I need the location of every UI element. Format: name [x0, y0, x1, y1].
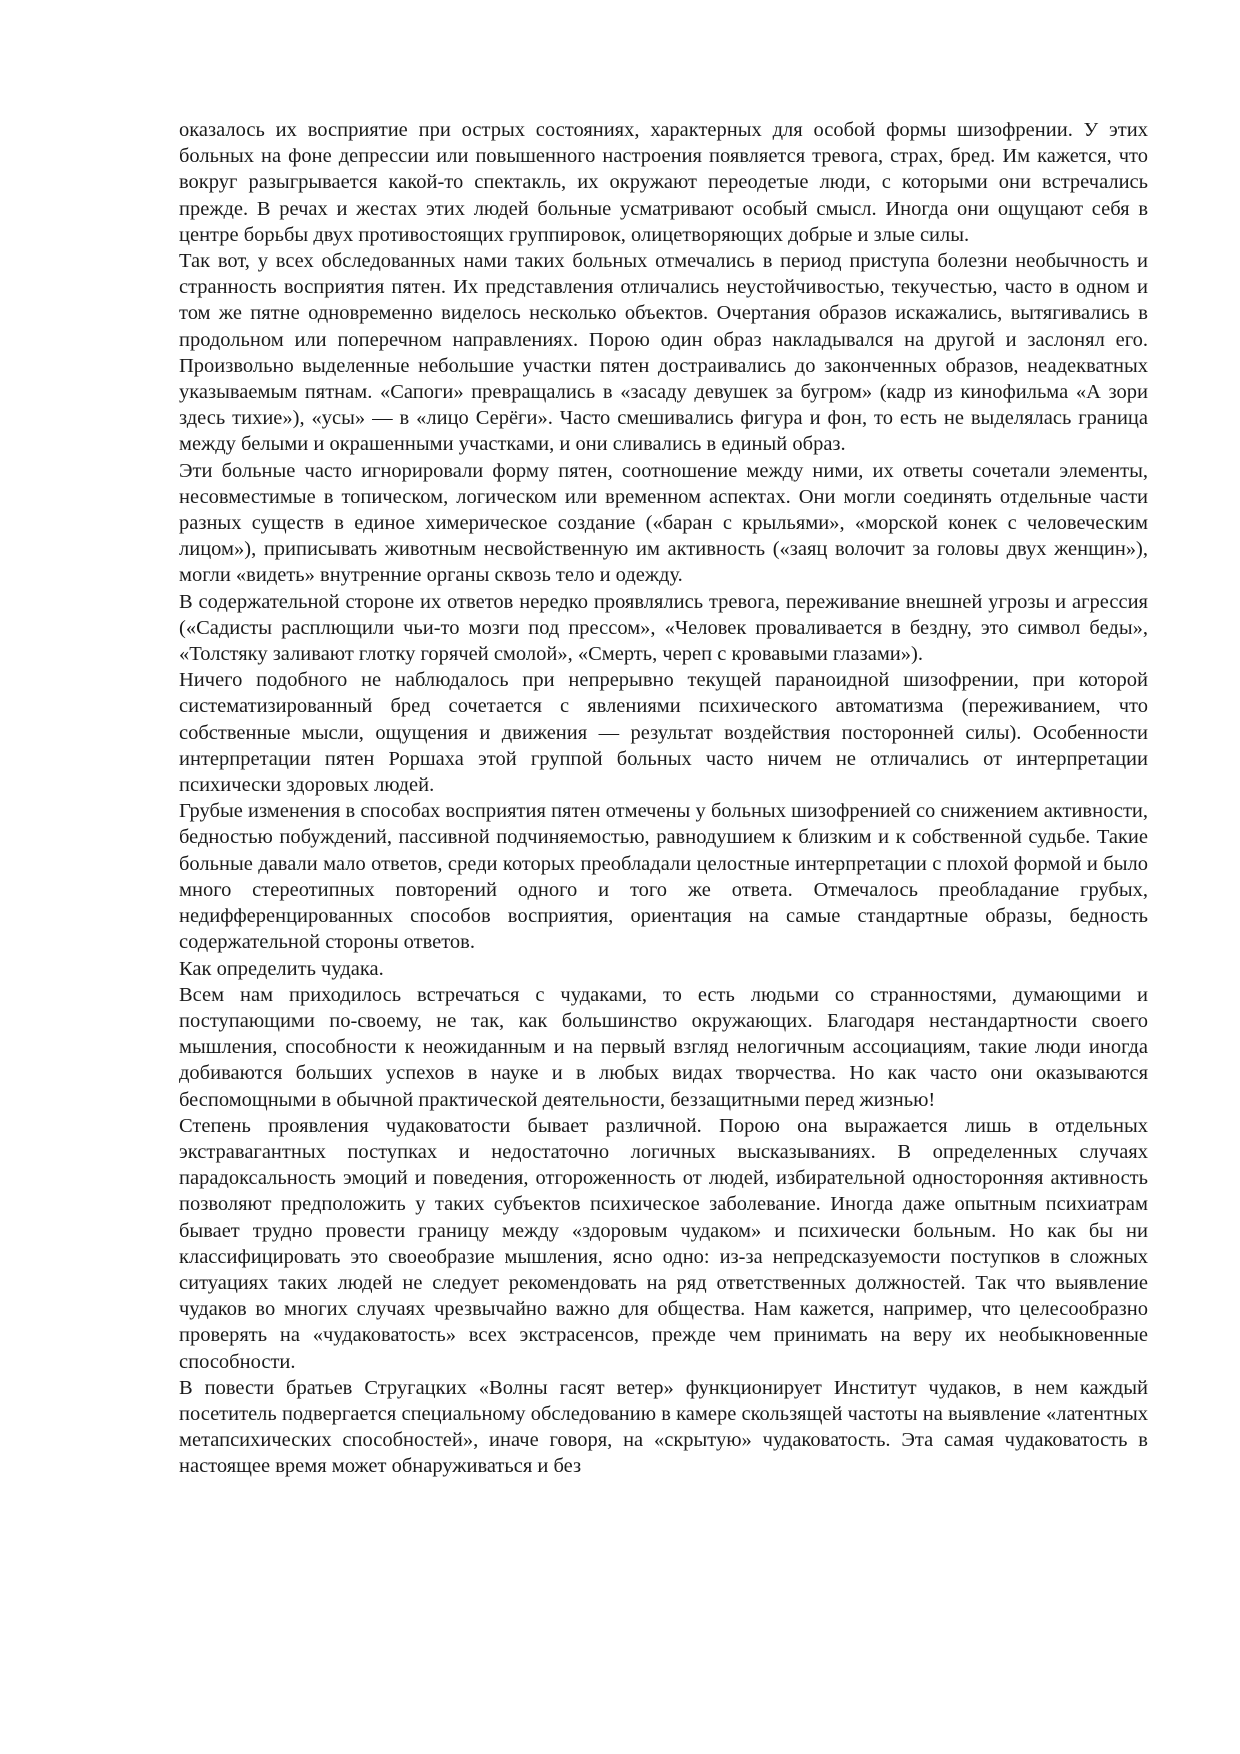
- paragraph-2: Так вот, у всех обследованных нами таких больных отмечались в период приступа болезни необычность и странность восприятия пятен. Их представления отличались неустойчивостью, текучестью, часто в одном и том же пятне одновременно виделось несколько объектов. Очертания образов искажались, вытягивались в продольном или поперечном направлениях. Порою один образ накладывался на другой и заслонял его. Произвольно выделенные небольшие участки пятен достраивались до законченных образов, неадекватных указываемым пятнам. «Сапоги» превращались в «засаду девушек за бугром» (кадр из кинофильма «А зори здесь тихие»), «усы» — в «лицо Серёги». Часто смешивались фигура и фон, то есть не выделялась граница между белыми и окрашенными участками, и они сливались в единый образ.: [179, 250, 1148, 456]
- paragraph-8: Степень проявления чудаковатости бывает различной. Порою она выражается лишь в отдельных экстравагантных поступках и недостаточно логичных высказываниях. В определенных случаях парадоксальность эмоций и поведения, отгороженность от людей, избирательной односторонняя активность позволяют предположить у таких субъектов психическое заболевание. Иногда даже опытным психиатрам бывает трудно провести границу между «здоровым чудаком» и психически больным. Но как бы ни классифицировать это своеобразие мышления, ясно одно: из-за непредсказуемости поступков в сложных ситуациях таких людей не следует рекомендовать на ряд ответственных должностей. Так что выявление чудаков во многих случаях чрезвычайно важно для общества. Нам кажется, например, что целесообразно проверять на «чудаковатость» всех экстрасенсов, прежде чем принимать на веру их необыкновенные способности.: [179, 1114, 1148, 1373]
- section-heading: Как определить чудака.: [179, 957, 384, 980]
- paragraph-7: Всем нам приходилось встречаться с чудаками, то есть людьми со странностями, думающими и поступающими по-своему, не так, как большинство окружающих. Благодаря нестандартности своего мышления, способности к неожиданным и на первый взгляд нелогичным ассоциациям, такие люди иногда добиваются больших успехов в науке и в любых видах творчества. Но как часто они оказываются беспомощными в обычной практической деятельности, беззащитными перед жизнью!: [179, 983, 1148, 1111]
- paragraph-3: Эти больные часто игнорировали форму пятен, соотношение между ними, их ответы сочетали элементы, несовместимые в топическом, логическом или временном аспектах. Они могли соединять отдельные части разных существ в единое химерическое создание («баран с крыльями», «морской конек с человеческим лицом»), приписывать животным несвойственную им активность («заяц волочит за головы двух женщин»), могли «видеть» внутренние органы сквозь тело и одежду.: [179, 459, 1148, 587]
- paragraph-9: В повести братьев Стругацких «Волны гасят ветер» функционирует Институт чудаков, в нем каждый посетитель подвергается специальному обследованию в камере скользящей частоты на выявление «латентных метапсихических способностей», иначе говоря, на «скрытую» чудаковатость. Эта самая чудаковатость в настоящее время может обнаруживаться и без: [179, 1376, 1148, 1478]
- paragraph-5: Ничего подобного не наблюдалось при непрерывно текущей параноидной шизофрении, при которой систематизированный бред сочетается с явлениями психического автоматизма (переживанием, что собственные мысли, ощущения и движения — результат воздействия посторонней силы). Особенности интерпретации пятен Роршаха этой группой больных часто ничем не отличались от интерпретации психически здоровых людей.: [179, 669, 1148, 797]
- document-page: [179, 117, 1148, 1480]
- paragraph-6: Грубые изменения в способах восприятия пятен отмечены у больных шизофренией со снижением активности, бедностью побуждений, пассивной подчиняемостью, равнодушием к близким и к собственной судьбе. Такие больные давали мало ответов, среди которых преобладали целостные интерпретации с плохой формой и было много стереотипных повторений одного и того же ответа. Отмечалось преобладание грубых, недифференцированных способов восприятия, ориентация на самые стандартные образы, бедность содержательной стороны ответов.: [179, 800, 1148, 954]
- paragraph-1: оказалось их восприятие при острых состояниях, характерных для особой формы шизофрении. У этих больных на фоне депрессии или повышенного настроения появляется тревога, страх, бред. Им кажется, что вокруг разыгрывается какой-то спектакль, их окружают переодетые люди, с которыми они встречались прежде. В речах и жестах этих людей больные усматривают особый смысл. Иногда они ощущают себя в центре борьбы двух противостоящих группировок, олицетворяющих добрые и злые силы.: [179, 119, 1148, 246]
- paragraph-4: В содержательной стороне их ответов нередко проявлялись тревога, переживание внешней угрозы и агрессия («Садисты расплющили чьи-то мозги под прессом», «Человек проваливается в бездну, это символ беды», «Толстяку заливают глотку горячей смолой», «Смерть, череп с кровавыми глазами»).: [179, 590, 1148, 666]
